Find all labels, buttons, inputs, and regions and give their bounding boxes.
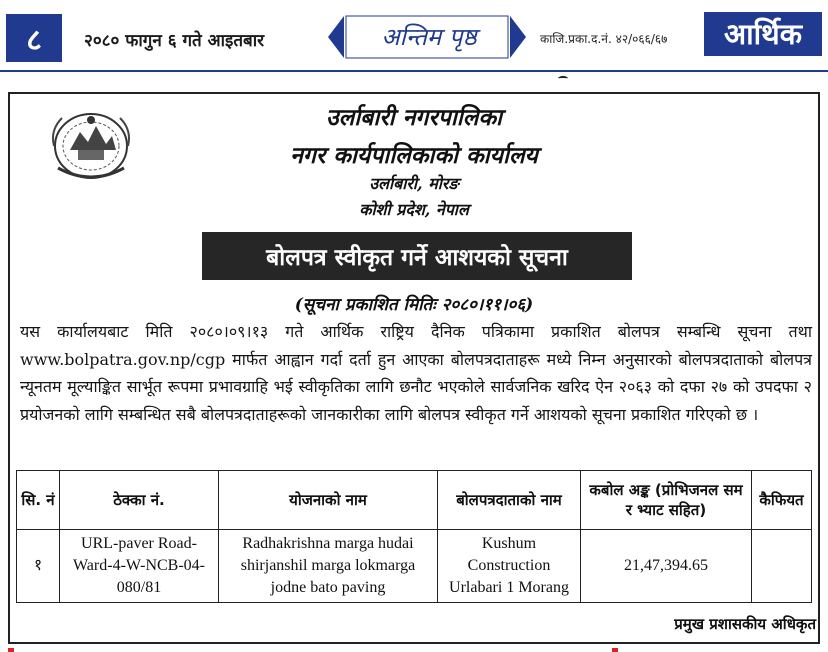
publication-date: २०८० फागुन ६ गते आइतबार	[84, 31, 265, 51]
table-header-row	[17, 471, 812, 530]
col-remarks: कैफियत	[752, 471, 812, 530]
col-serial: सि. नं	[17, 471, 60, 530]
cell-serial: १	[17, 530, 60, 603]
logo-text: आर्थिक	[724, 17, 802, 51]
cell-bid-amount: 21,47,394.65	[581, 530, 752, 603]
notice-published-date: (सूचना प्रकाशित मितिः २०८०।११।०६)	[294, 295, 534, 315]
cell-remarks	[752, 530, 812, 603]
cell-contract-no: URL-paver Road-Ward-4-W-NCB-04-080/81	[60, 530, 219, 603]
red-mark	[8, 648, 14, 652]
registration-number: काजि.प्रका.द.नं. ४२/०६६/६७	[540, 32, 668, 46]
notice-body: यस कार्यालयबाट मिति २०८०।०९।१३ गते आर्थिक राष्ट्रिय दैनिक पत्रिकामा प्रकाशित बोलपत्र सम्बन्धि सूचना तथा www.bolpatra.gov.np/cgp मार्फत आह्वान गर्दा दर्ता हुन आएका बोलपत्रदाताहरू मध्ये निम्न अनुसारको बोलपत्रदाताको बोलपत्र न्यूनतम मूल्याङ्कित सार्भूत रूपमा प्रभावग्राहि भई स्वीकृतिका लागि छनौट भएकोले सार्वजनिक खरिद ऐन २०६३ को दफा २७ को उपदफा २ प्रयोजनको लागि सम्बन्धित सबै बोलपत्रदाताहरूको जानकारीका लागि बोलपत्र स्वीकृत गर्ने आशयको सूचना प्रकाशित गरिएको छ ।	[20, 322, 812, 424]
province-name: कोशी प्रदेश, नेपाल	[359, 200, 469, 219]
table-row	[17, 530, 812, 603]
cell-project-name: Radhakrishna marga hudai shirjanshil marga lokmarga jodne bato paving	[219, 530, 438, 603]
section-title: अन्तिम पृष्ठ	[381, 23, 477, 51]
municipality-name: उर्लाबारी नगरपालिका	[326, 104, 502, 131]
newspaper-header	[0, 0, 828, 66]
col-contract-no: ठेक्का नं.	[60, 471, 219, 530]
bid-table	[16, 470, 812, 603]
col-bidder-name: बोलपत्रदाताको नाम	[438, 471, 581, 530]
section-banner	[328, 14, 526, 60]
decorative-mark	[558, 76, 568, 81]
header-divider	[0, 70, 828, 72]
col-project-name: योजनाको नाम	[219, 471, 438, 530]
newspaper-logo	[704, 12, 822, 56]
red-mark	[612, 648, 618, 652]
page-number: ८	[6, 14, 62, 62]
cell-bidder-name: Kushum Construction Urlabari 1 Morang	[438, 530, 581, 603]
col-bid-amount: कबोल अङ्क (प्रोभिजनल सम र भ्याट सहित)	[581, 471, 752, 530]
office-address: उर्लाबारी, मोरङ	[369, 174, 459, 193]
notice-title: बोलपत्र स्वीकृत गर्ने आशयको सूचना	[202, 232, 632, 280]
signatory: प्रमुख प्रशासकीय अधिकृत	[674, 615, 816, 633]
bottom-strip	[0, 648, 828, 652]
office-name: नगर कार्यपालिकाको कार्यालय	[290, 142, 538, 169]
